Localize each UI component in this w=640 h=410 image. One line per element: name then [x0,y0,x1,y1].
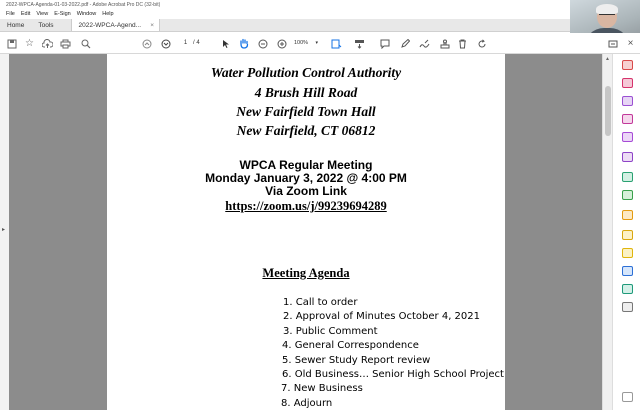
comment-icon[interactable] [378,37,391,50]
window-title: 2022-WPCA-Agenda-01-03-2022.pdf - Adobe Acrobat Pro DC (32-bit) [0,0,570,10]
agenda-item: 8. Adjourn [281,398,333,409]
toolbar [0,33,640,54]
request-signature-icon[interactable] [622,230,633,240]
tab-tools[interactable]: Tools [38,22,54,29]
close-tab-icon[interactable]: × [150,22,155,29]
agenda-item: 1. Call to order [283,297,358,308]
meeting-venue: Via Zoom Link [265,184,347,198]
hand-tool-icon[interactable] [237,37,250,50]
pen-icon[interactable] [398,37,411,50]
menu-window[interactable]: Window [76,11,97,17]
street-address: 4 Brush Hill Road [254,85,358,100]
save-icon[interactable] [5,37,18,50]
collapse-panel-icon[interactable] [622,392,633,402]
agenda-item: 2. Approval of Minutes October 4, 2021 [283,311,480,322]
agenda-item: 6. Old Business… Senior High School Project [282,369,504,380]
create-pdf-icon[interactable] [622,60,633,70]
scan-ocr-icon[interactable] [622,172,633,182]
scrollbar-thumb[interactable] [605,86,611,136]
delete-icon[interactable] [456,37,469,50]
draw-icon[interactable] [418,37,431,50]
combine-files-icon[interactable] [622,132,633,142]
protect-icon[interactable] [622,190,633,200]
share-icon[interactable] [606,37,619,50]
fill-sign-icon[interactable] [622,152,633,162]
zoom-level-select[interactable]: 100% ▾ [294,38,318,49]
menu-esign[interactable]: E-Sign [54,11,71,17]
agenda-item: 5. Sewer Study Report review [282,355,431,366]
cloud-upload-icon[interactable] [41,37,54,50]
redact-icon[interactable] [622,210,633,220]
fit-page-icon[interactable] [330,37,343,50]
zoom-out-icon[interactable] [256,37,269,50]
zoom-in-icon[interactable] [275,37,288,50]
tab-home[interactable]: Home [7,22,25,29]
pdf-page[interactable] [107,54,505,410]
page-number-input[interactable]: 1 [183,40,188,46]
left-panel-toggle[interactable] [0,54,9,410]
agenda-item: 3. Public Comment [283,326,378,337]
expand-left-panel-icon[interactable]: ▸ [2,227,6,233]
city-state: New Fairfield, CT 06812 [236,123,376,138]
more-tools-icon[interactable] [622,302,633,312]
zoom-search-icon[interactable] [79,37,92,50]
send-for-review-icon[interactable] [622,266,633,276]
meeting-date: Monday January 3, 2022 @ 4:00 PM [205,171,407,185]
organize-pages-icon[interactable] [622,114,633,124]
document-viewer[interactable] [0,54,602,410]
export-pdf-icon[interactable] [622,96,633,106]
scrolling-mode-icon[interactable] [353,37,366,50]
tab-document-label: 2022-WPCA-Agend... [78,22,142,29]
print-icon[interactable] [59,37,72,50]
agenda-item: 7. New Business [281,383,363,394]
menu-file[interactable]: File [6,11,15,17]
edit-pdf-icon[interactable] [622,78,633,88]
person-hair [596,4,618,14]
zoom-link[interactable]: https://zoom.us/j/99239694289 [225,199,387,213]
next-page-icon[interactable] [159,37,172,50]
menu-edit[interactable]: Edit [20,11,31,17]
menu-bar [0,10,570,19]
comment-tool-icon[interactable] [622,248,633,258]
select-cursor-icon[interactable] [219,37,232,50]
stamp-icon[interactable] [438,37,451,50]
agenda-title: Meeting Agenda [262,266,350,280]
tab-document[interactable] [71,19,161,31]
page-total: / 4 [193,40,200,46]
agenda-item: 4. General Correspondence [282,340,419,351]
meeting-type: WPCA Regular Meeting [239,158,373,172]
tab-bar [0,19,570,32]
vertical-scrollbar[interactable] [602,54,612,410]
previous-page-icon[interactable] [140,37,153,50]
rotate-icon[interactable] [475,37,488,50]
person-glasses [599,14,615,18]
star-icon[interactable]: ☆ [25,38,34,49]
org-name: Water Pollution Control Authority [210,65,402,80]
scroll-up-icon[interactable]: ▲ [605,56,610,62]
right-tools-panel [612,54,640,410]
building-name: New Fairfield Town Hall [236,104,376,119]
measure-icon[interactable] [622,284,633,294]
menu-view[interactable]: View [36,11,49,17]
close-document-icon[interactable]: × [627,38,634,49]
menu-help[interactable]: Help [102,11,114,17]
